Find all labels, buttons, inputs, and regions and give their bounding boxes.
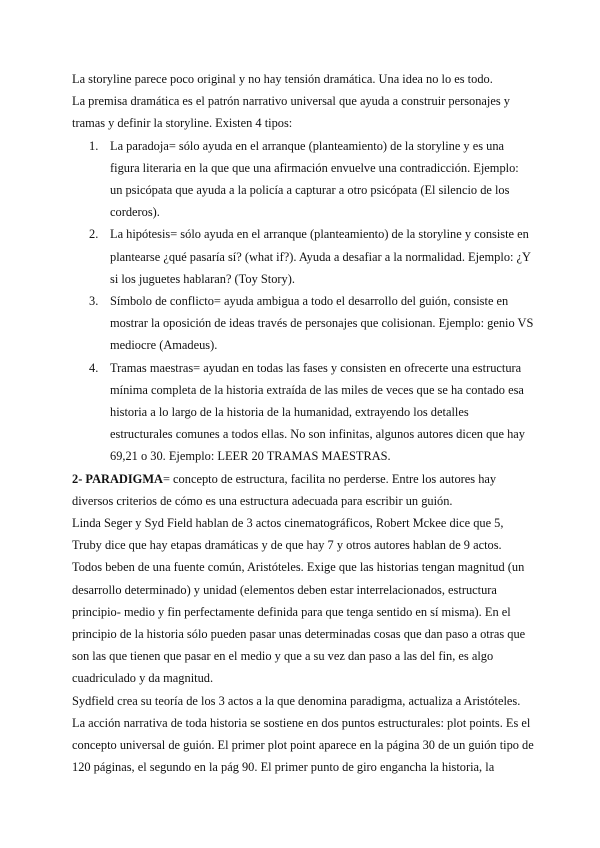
list-item xyxy=(72,223,534,290)
list-item-text: La hipótesis= sólo ayuda en el arranque (planteamiento) de la storyline y consiste en plantearse ¿qué pasaría sí? (what if?). Ayuda a desafiar a la normalidad. Ejemplo: ¿Y si los juguetes hablaran? (Toy Story). xyxy=(110,227,531,286)
sydfield-paragraph: Sydfield crea su teoría de los 3 actos a la que denomina paradigma, actualiza a Aristóteles. La acción narrativa de toda historia se sostiene en dos puntos estructurales: plot points. Es el concepto universal de guión. El primer plot point aparece en la página 30 de un guión tipo de 120 páginas, el segundo en la pág 90. El primer punto de giro engancha la historia, la xyxy=(72,693,534,775)
list-item xyxy=(72,290,534,357)
list-item xyxy=(72,135,534,224)
document-body xyxy=(72,68,534,779)
paradigma-paragraph xyxy=(72,468,534,512)
list-item-text: La paradoja= sólo ayuda en el arranque (planteamiento) de la storyline y es una figura literaria en la que que una afirmación envuelve una contradicción. Ejemplo: un psicópata que ayuda a la policía a capturar a otro psicópata (El silencio de los corderos). xyxy=(110,138,519,220)
list-item-text: Tramas maestras= ayudan en todas las fases y consisten en ofrecerte una estructura mínima completa de la historia extraída de las miles de veces que se ha contado esa historia a lo largo de la historia de la humanidad, extrayendo los detalles estructurales comunes a todos ellas. No son infinitas, algunos autores dicen que hay 69,21 o 30. Ejemplo: LEER 20 TRAMAS MAESTRAS. xyxy=(110,360,525,464)
premise-paragraph: La premisa dramática es el patrón narrativo universal que ayuda a construir personajes y tramas y definir la storyline. Existen 4 tipos: xyxy=(72,94,510,131)
list-item xyxy=(72,357,534,468)
list-item-number: 1. xyxy=(89,138,99,153)
list-item-number: 4. xyxy=(89,360,99,375)
intro-paragraph: La storyline parece poco original y no hay tensión dramática. Una idea no lo es todo. xyxy=(72,72,493,86)
list-item-number: 2. xyxy=(89,227,99,242)
list-item-number: 3. xyxy=(89,294,99,309)
authors-paragraph: Linda Seger y Syd Field hablan de 3 actos cinematográficos, Robert Mckee dice que 5, Truby dice que hay etapas dramáticas y de que hay 7 y otros autores hablan de 9 actos. Todos beben de una fuente común, Aristóteles. Exige que las historias tengan magnitud (un desarrollo determinado) y unidad (elementos deben estar interrelacionados, estructura principio- medio y fin perfectamente definida para que tenga sentido en sí misma). En el principio de la historia sólo pueden pasar unas determinadas cosas que dan paso a otras que son las que tienen que pasar en el medio y que a su vez dan paso a las del fin, es algo cuadriculado y da magnitud. xyxy=(72,516,526,686)
paradigma-definition: = concepto de estructura, facilita no perderse. Entre los autores hay diversos criterios de cómo es una estructura adecuada para escribir un guión. xyxy=(72,471,497,508)
paradigma-heading: 2- PARADIGMA xyxy=(72,471,163,486)
list-item-text: Símbolo de conflicto= ayuda ambigua a todo el desarrollo del guión, consiste en mostrar la oposición de ideas través de personajes que colisionan. Ejemplo: genio VS mediocre (Amadeus). xyxy=(110,294,534,353)
premise-types-list xyxy=(72,135,534,468)
